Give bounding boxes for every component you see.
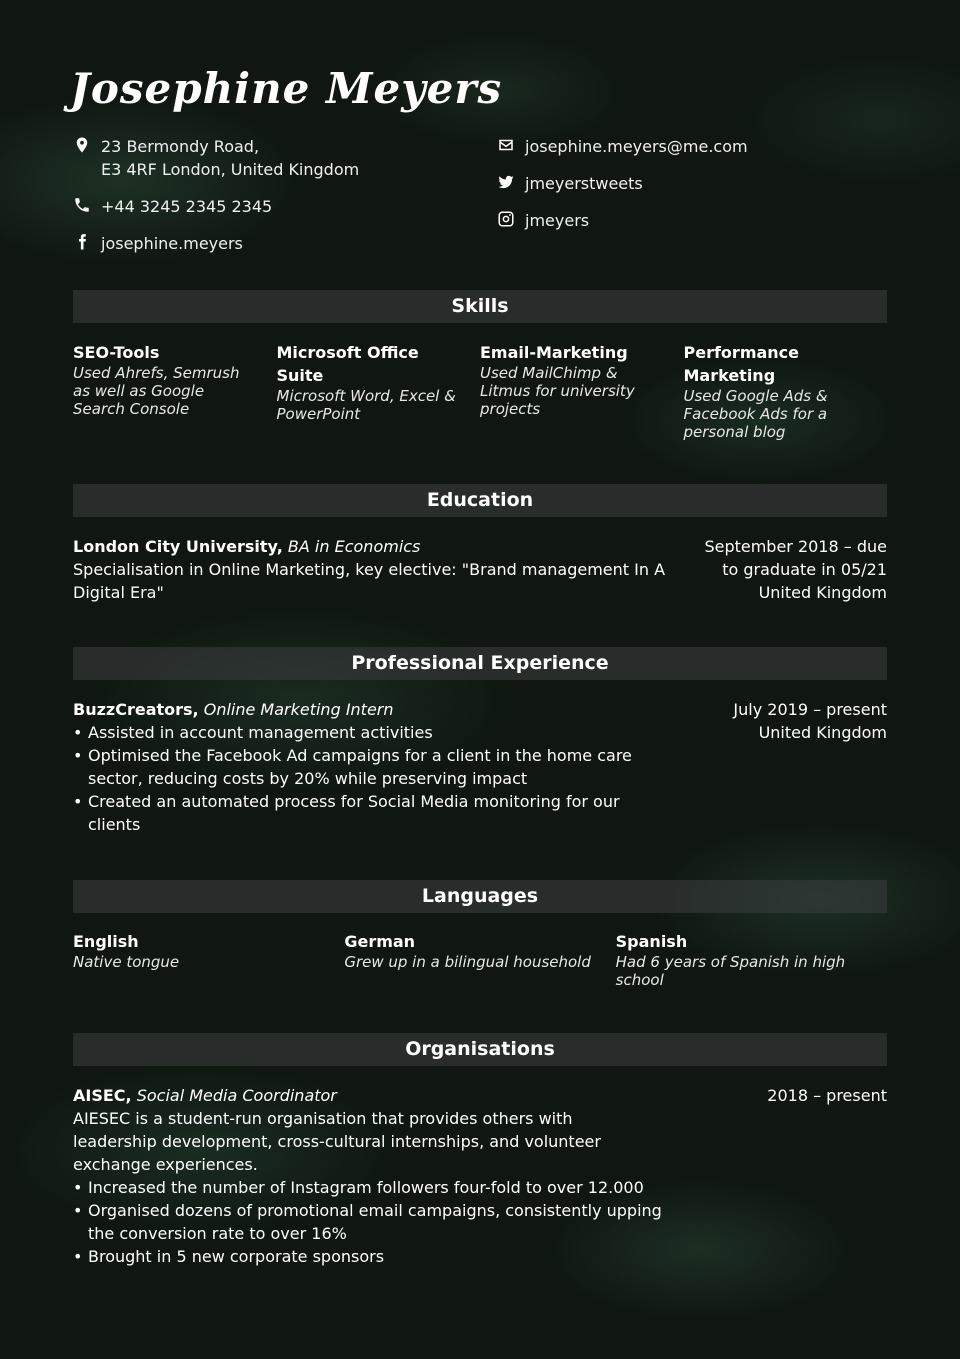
org-bullets: [73, 1176, 687, 1268]
degree: BA in Economics: [287, 537, 421, 556]
education-entry: [73, 535, 887, 604]
skill-title: SEO-Tools: [73, 343, 160, 362]
experience-bullets: [73, 721, 663, 836]
location-pin-icon: [73, 136, 93, 156]
language-desc: Had 6 years of Spanish in high school: [615, 953, 846, 989]
school-name: London City University,: [73, 537, 283, 556]
list-item: • Assisted in account management activities: [88, 721, 663, 744]
skill-item: [480, 341, 684, 441]
skill-title: Email-Marketing: [480, 343, 628, 362]
twitter-icon: [497, 173, 517, 193]
section-title-skills: Skills: [73, 290, 887, 323]
section-title-languages: Languages: [73, 880, 887, 913]
language-desc: Grew up in a bilingual household: [344, 953, 591, 971]
language-name: Spanish: [615, 932, 688, 951]
list-item: • Brought in 5 new corporate sponsors: [88, 1245, 687, 1268]
skill-title: Performance Marketing: [683, 343, 800, 385]
resume-name: Josephine Meyers: [70, 64, 503, 113]
phone-number[interactable]: +44 3245 2345 2345: [101, 197, 273, 216]
facebook-row: [73, 232, 473, 255]
instagram-row: [497, 209, 897, 232]
address-line1: 23 Bermondy Road,: [101, 137, 260, 156]
education-date-line2: to graduate in 05/21: [722, 560, 887, 579]
language-item: [616, 930, 887, 989]
instagram-icon: [497, 210, 517, 230]
organisation-entry: [73, 1084, 887, 1268]
org-date: 2018 – present: [767, 1086, 887, 1105]
instagram-handle[interactable]: jmeyers: [525, 211, 590, 230]
education-location: United Kingdom: [758, 583, 887, 602]
address-line2: E3 4RF London, United Kingdom: [101, 160, 360, 179]
language-item: [73, 930, 344, 989]
education-date-line1: September 2018 – due: [704, 537, 887, 556]
facebook-icon: [73, 233, 93, 253]
list-item: • Created an automated process for Social Media monitoring for our clients: [88, 790, 663, 836]
skills-list: [73, 341, 887, 441]
email-address[interactable]: josephine.meyers@me.com: [525, 137, 748, 156]
address-row: [73, 135, 473, 181]
org-role: Social Media Coordinator: [136, 1086, 337, 1105]
twitter-row: [497, 172, 897, 195]
language-name: English: [73, 932, 139, 951]
skill-desc: Microsoft Word, Excel & PowerPoint: [276, 387, 456, 423]
section-title-organisations: Organisations: [73, 1033, 887, 1066]
email-row: [497, 135, 897, 158]
twitter-handle[interactable]: jmeyerstweets: [525, 174, 643, 193]
company-name: BuzzCreators,: [73, 700, 199, 719]
language-desc: Native tongue: [73, 953, 180, 971]
job-role: Online Marketing Intern: [203, 700, 394, 719]
section-title-education: Education: [73, 484, 887, 517]
language-item: [344, 930, 615, 989]
experience-location: United Kingdom: [758, 723, 887, 742]
org-name: AISEC,: [73, 1086, 132, 1105]
list-item: • Increased the number of Instagram followers four-fold to over 12.000: [88, 1176, 687, 1199]
phone-icon: [73, 196, 93, 216]
section-title-experience: Professional Experience: [73, 647, 887, 680]
language-name: German: [344, 932, 416, 951]
org-desc: AIESEC is a student-run organisation that provides others with leadership development, cross-cultural internships, and volunteer exchange experiences.: [73, 1109, 601, 1174]
skill-item: [73, 341, 277, 441]
skill-title: Microsoft Office Suite: [276, 343, 419, 385]
skill-desc: Used MailChimp & Litmus for university projects: [480, 364, 635, 418]
facebook-handle[interactable]: josephine.meyers: [101, 234, 243, 253]
experience-entry: [73, 698, 887, 836]
skill-desc: Used Ahrefs, Semrush as well as Google Search Console: [73, 364, 240, 418]
skill-item: [277, 341, 481, 441]
skill-item: [684, 341, 888, 441]
contact-right: [497, 135, 897, 246]
list-item: • Organised dozens of promotional email campaigns, consistently upping the conversion rate to over 16%: [88, 1199, 687, 1245]
experience-date: July 2019 – present: [733, 700, 887, 719]
languages-list: [73, 930, 887, 989]
email-icon: [497, 136, 517, 156]
list-item: • Optimised the Facebook Ad campaigns for a client in the home care sector, reducing costs by 20% while preserving impact: [88, 744, 663, 790]
phone-row: [73, 195, 473, 218]
contact-left: [73, 135, 473, 269]
skill-desc: Used Google Ads & Facebook Ads for a personal blog: [683, 387, 828, 441]
education-desc: Specialisation in Online Marketing, key elective: "Brand management In A Digital Era": [73, 560, 666, 602]
